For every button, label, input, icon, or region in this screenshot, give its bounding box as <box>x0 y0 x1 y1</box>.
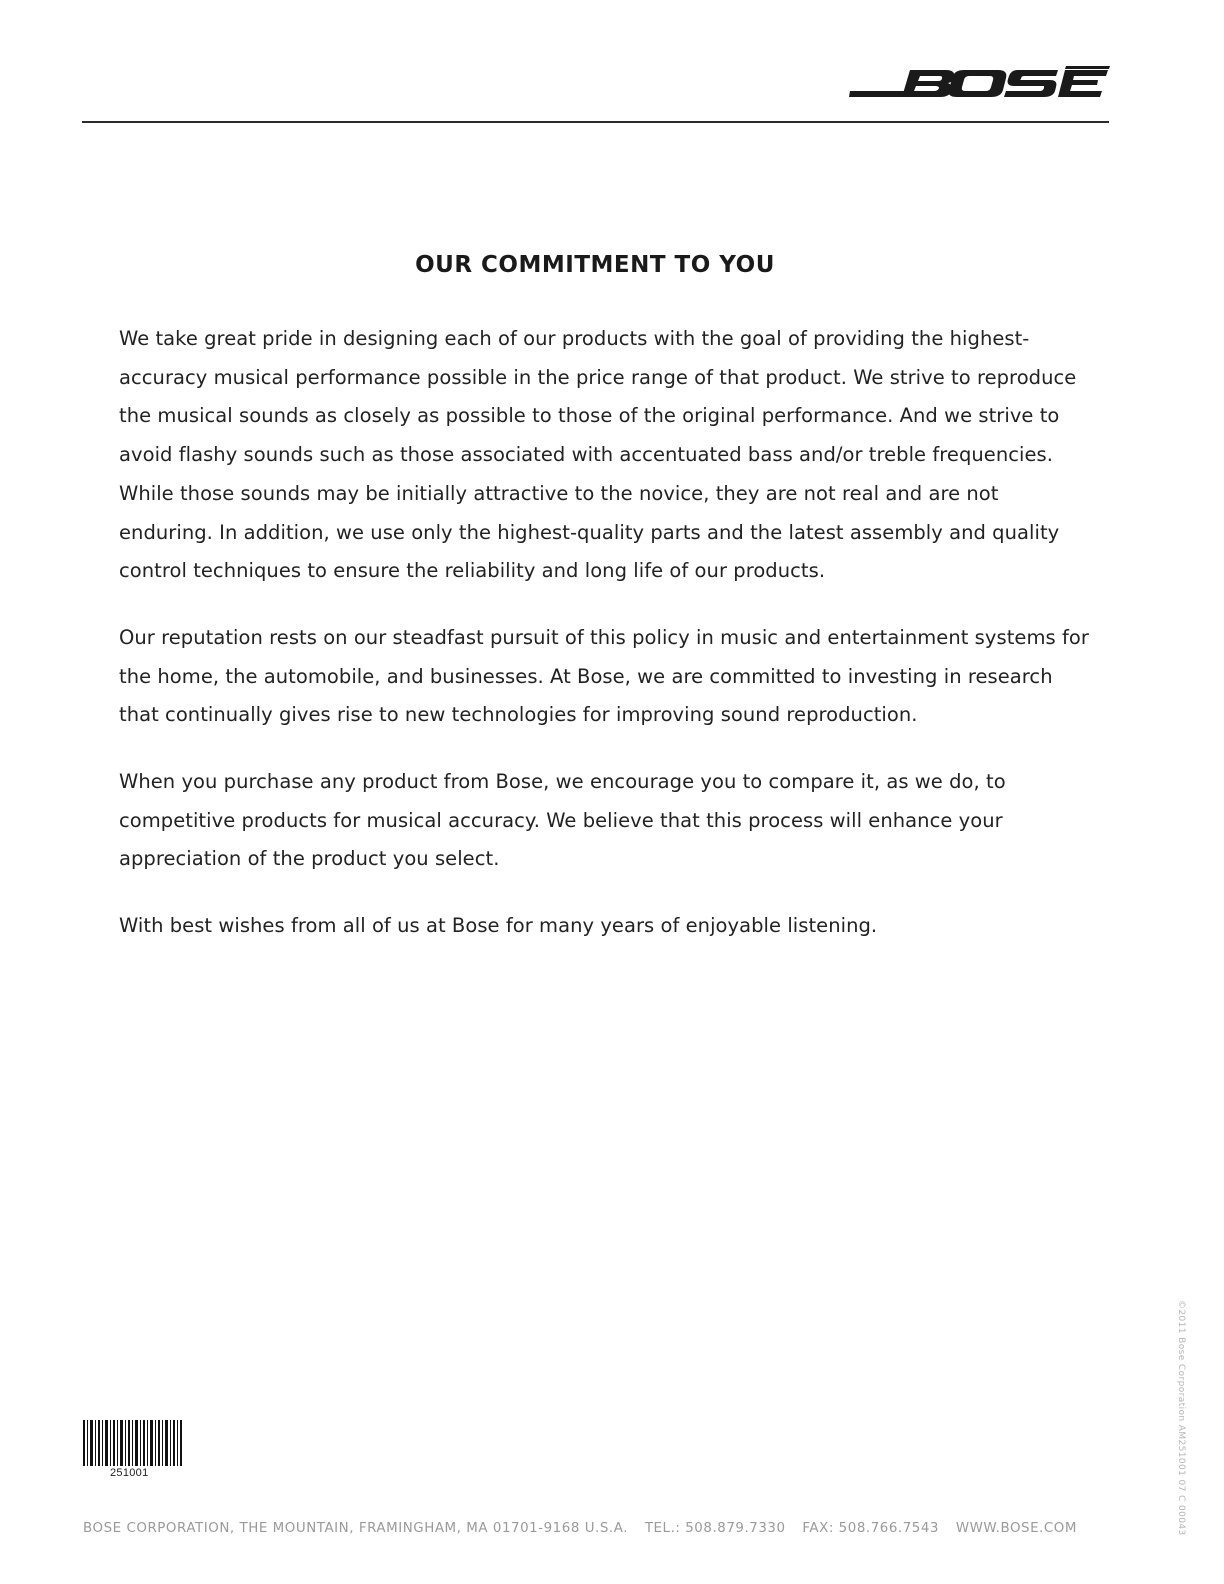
bose-logo <box>846 64 1112 104</box>
side-note <box>1176 1300 1202 1560</box>
barcode <box>83 1420 183 1466</box>
body-text <box>119 320 1094 974</box>
barcode-number: 251001 <box>110 1467 149 1479</box>
footer-fax: FAX: 508.766.7543 <box>802 1521 939 1536</box>
paragraph-1: We take great pride in designing each of our products with the goal of providing the highest-accuracy musical performance possible in the price range of that product. We strive to reproduce the musical sounds as closely as possible to those of the original performance. And we strive to avoid flashy sounds such as those associated with accentuated bass and/or treble frequencies. While those sounds may be initially attractive to the novice, they are not real and are not enduring. In addition, we use only the highest-quality parts and the latest assembly and quality control techniques to ensure the reliability and long life of our products. <box>119 327 1077 583</box>
footer <box>83 1521 1077 1536</box>
paragraph-3: When you purchase any product from Bose, we encourage you to compare it, as we do, to competitive products for musical accuracy. We believe that this process will enhance your appreciation of the product you select. <box>119 770 1006 871</box>
header-rule <box>82 121 1109 123</box>
footer-address: BOSE CORPORATION, THE MOUNTAIN, FRAMINGHAM, MA 01701-9168 U.S.A. <box>83 1521 628 1536</box>
page-title: OUR COMMITMENT TO YOU <box>415 252 775 278</box>
side-note-text: ©2011 Bose Corporation AM251001 07 C 00043 <box>1176 1300 1186 1536</box>
paragraph-4: With best wishes from all of us at Bose for many years of enjoyable listening. <box>119 914 878 938</box>
paragraph-2: Our reputation rests on our steadfast pursuit of this policy in music and entertainment systems for the home, the automobile, and businesses. At Bose, we are committed to investing in research that continually gives rise to new technologies for improving sound reproduction. <box>119 625 1089 727</box>
footer-web: WWW.BOSE.COM <box>955 1521 1078 1536</box>
footer-tel: TEL.: 508.879.7330 <box>644 1521 786 1536</box>
